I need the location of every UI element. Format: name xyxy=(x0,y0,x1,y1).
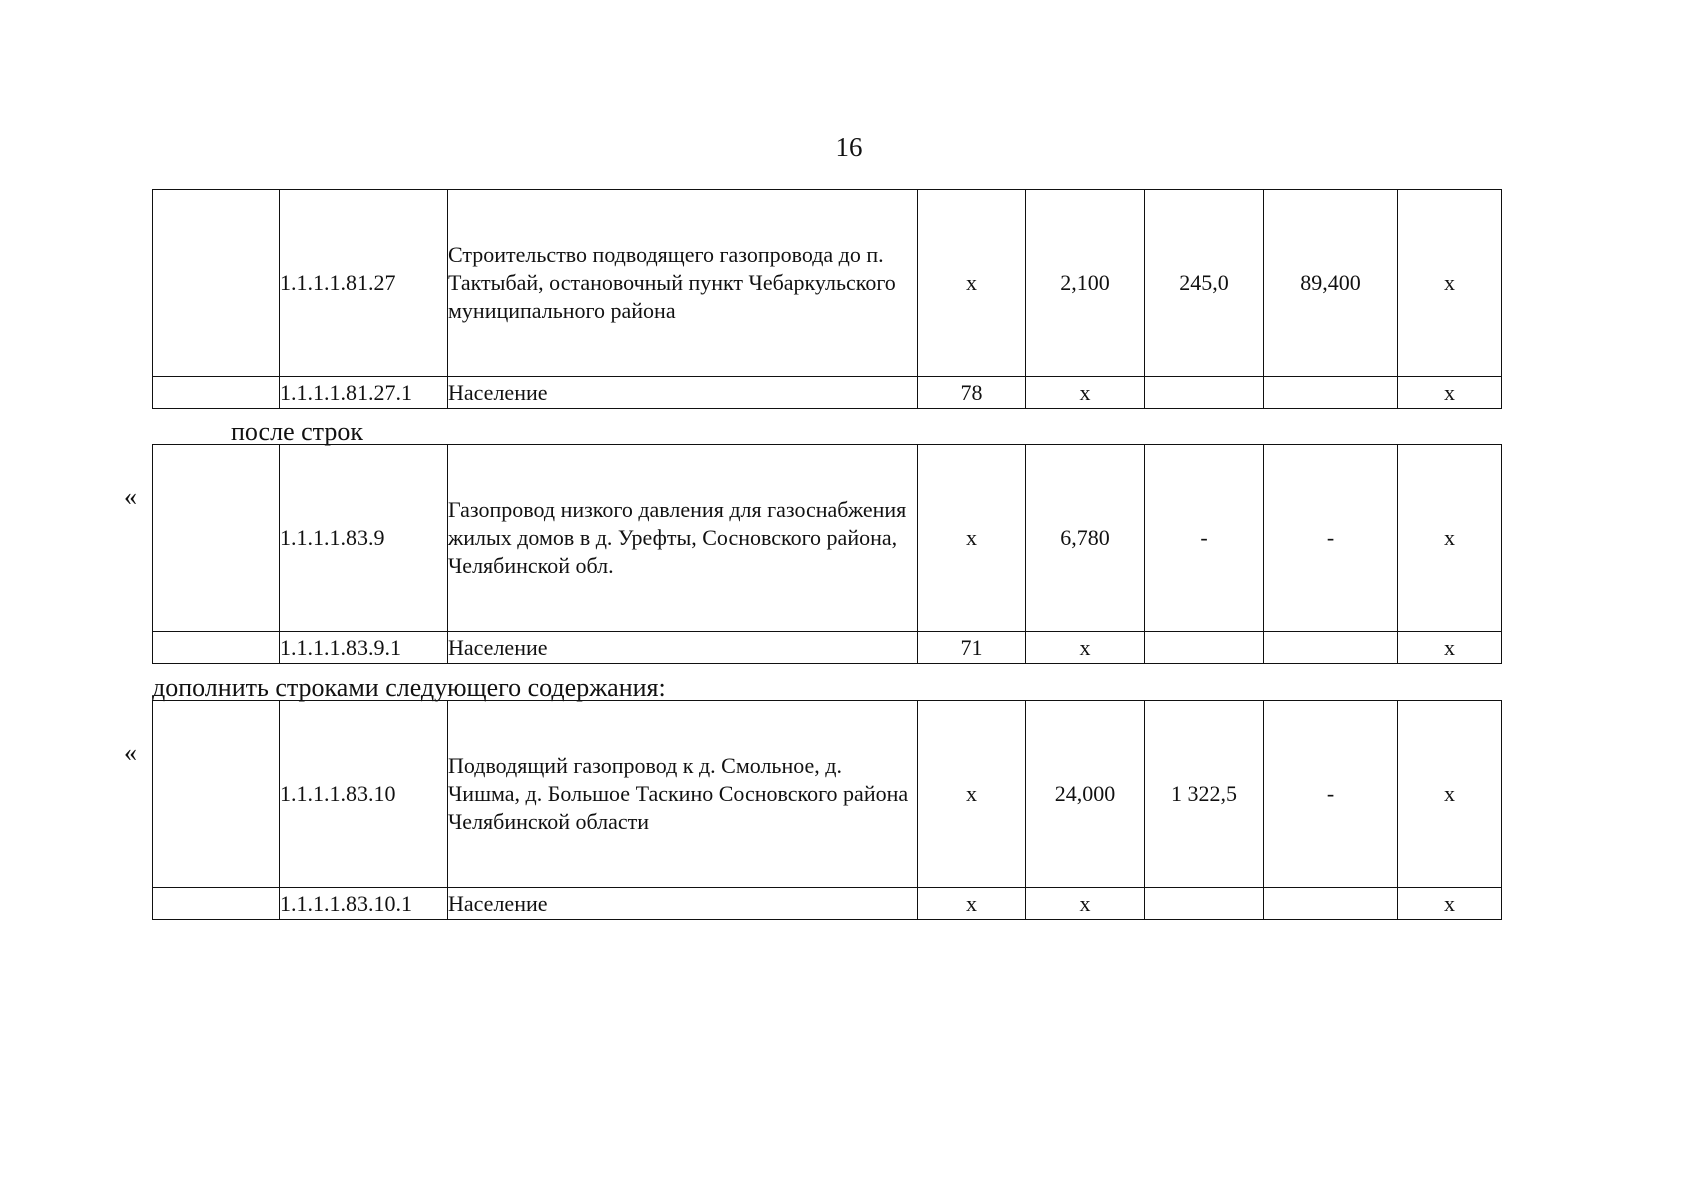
cell-col3: - xyxy=(1145,445,1264,632)
cell-col4: - xyxy=(1264,701,1398,888)
cell-col5: х xyxy=(1398,190,1502,377)
cell-col1: 78 xyxy=(918,377,1026,409)
cell-col3 xyxy=(1145,632,1264,664)
table-block-2 xyxy=(152,444,1502,664)
opening-quote-mark: « xyxy=(124,482,137,511)
opening-quote-mark: « xyxy=(124,738,137,767)
cell-col5: х xyxy=(1398,445,1502,632)
note-add-rows: дополнить строками следующего содержания: xyxy=(152,673,666,702)
cell-col4 xyxy=(1264,377,1398,409)
cell-col5: х xyxy=(1398,377,1502,409)
cell-col4 xyxy=(1264,888,1398,920)
cell-col4: - xyxy=(1264,445,1398,632)
row-name: Население xyxy=(448,888,918,920)
cell-col4: 89,400 xyxy=(1264,190,1398,377)
table-row xyxy=(153,377,1502,409)
table-row xyxy=(153,632,1502,664)
table-row xyxy=(153,445,1502,632)
cell-col3: 1 322,5 xyxy=(1145,701,1264,888)
row-code: 1.1.1.1.83.9.1 xyxy=(280,632,448,664)
cell-col5: х xyxy=(1398,888,1502,920)
cell-col3 xyxy=(1145,888,1264,920)
row-code: 1.1.1.1.83.9 xyxy=(280,445,448,632)
table-row xyxy=(153,701,1502,888)
row-code: 1.1.1.1.81.27 xyxy=(280,190,448,377)
cell-col5: х xyxy=(1398,701,1502,888)
row-code: 1.1.1.1.83.10.1 xyxy=(280,888,448,920)
cell-col1: х xyxy=(918,701,1026,888)
cell-col2: 6,780 xyxy=(1026,445,1145,632)
cell-col2: х xyxy=(1026,377,1145,409)
cell-col2: 24,000 xyxy=(1026,701,1145,888)
cell-col1: х xyxy=(918,888,1026,920)
cell-col1: 71 xyxy=(918,632,1026,664)
table-row xyxy=(153,888,1502,920)
cell-col1: х xyxy=(918,190,1026,377)
table-block-1 xyxy=(152,189,1502,409)
row-name: Подводящий газопровод к д. Смольное, д. Чишма, д. Большое Таскино Сосновского района Челябинской области xyxy=(448,701,918,888)
table-block-3 xyxy=(152,700,1502,920)
row-name: Строительство подводящего газопровода до п. Тактыбай, остановочный пункт Чебаркульского муниципального района xyxy=(448,190,918,377)
cell-col1: х xyxy=(918,445,1026,632)
note-after-rows: после строк xyxy=(231,417,363,446)
row-name: Население xyxy=(448,377,918,409)
cell-col2: х xyxy=(1026,632,1145,664)
cell-col4 xyxy=(1264,632,1398,664)
cell-col3 xyxy=(1145,377,1264,409)
cell-col2: 2,100 xyxy=(1026,190,1145,377)
row-code: 1.1.1.1.83.10 xyxy=(280,701,448,888)
cell-col5: х xyxy=(1398,632,1502,664)
page-number: 16 xyxy=(835,132,863,162)
table-row xyxy=(153,190,1502,377)
cell-col3: 245,0 xyxy=(1145,190,1264,377)
row-name: Население xyxy=(448,632,918,664)
cell-col2: х xyxy=(1026,888,1145,920)
row-name: Газопровод низкого давления для газоснабжения жилых домов в д. Урефты, Сосновского района, Челябинской обл. xyxy=(448,445,918,632)
row-code: 1.1.1.1.81.27.1 xyxy=(280,377,448,409)
